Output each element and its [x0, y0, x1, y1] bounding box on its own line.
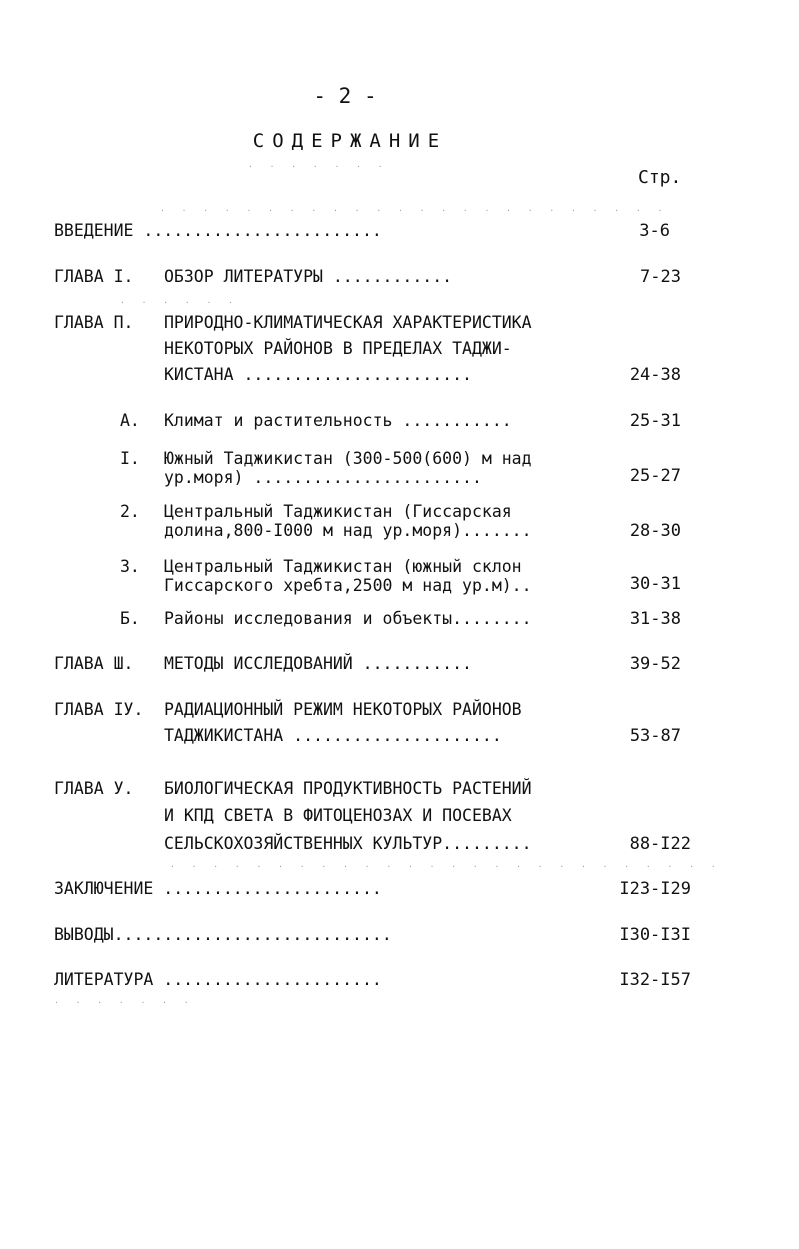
toc-page-findings: I30-I3I: [619, 925, 691, 945]
scan-specks: . . . . . . . . . . . . . . . . . . . . . . . .: [160, 204, 669, 213]
toc-entry-chapter-1: ОБЗОР ЛИТЕРАТУРЫ ............: [164, 267, 453, 286]
scan-specks: . . . . . .: [120, 296, 239, 305]
toc-page-section-b: 31-38: [629, 609, 681, 629]
toc-entry-section-b: Районы исследования и объекты........: [164, 609, 532, 628]
toc-label-chapter-5: ГЛАВА У.: [54, 779, 134, 798]
page-title: СОДЕРЖАНИЕ: [252, 130, 448, 152]
toc-page-subsection-2: 28-30: [629, 521, 681, 541]
toc-page-introduction: 3-6: [639, 221, 670, 241]
scan-specks: . . . . . . .: [248, 160, 389, 169]
toc-entry-chapter-2-line-3: КИСТАНА .......................: [164, 365, 472, 384]
toc-page-section-a: 25-31: [629, 411, 681, 431]
toc-entry-subsection-1-line-2: ур.моря) .......................: [164, 468, 482, 487]
toc-entry-introduction: ВВЕДЕНИЕ ........................: [54, 221, 382, 240]
scan-specks: . . . . . . .: [54, 996, 195, 1005]
toc-label-chapter-1: ГЛАВА I.: [54, 267, 134, 286]
toc-entry-findings: ВЫВОДЫ............................: [54, 925, 392, 944]
toc-entry-chapter-2-line-2: НЕКОТОРЫХ РАЙОНОВ В ПРЕДЕЛАХ ТАДЖИ-: [164, 339, 512, 358]
toc-entry-conclusion: ЗАКЛЮЧЕНИЕ ......................: [54, 879, 382, 898]
toc-label-chapter-4: ГЛАВА IУ.: [54, 700, 144, 719]
toc-entry-references: ЛИТЕРАТУРА ......................: [54, 970, 382, 989]
toc-entry-chapter-5-line-2: И КПД СВЕТА В ФИТОЦЕНОЗАХ И ПОСЕВАХ: [164, 806, 512, 825]
toc-label-section-a: А.: [120, 411, 140, 430]
toc-page-chapter-3: 39-52: [629, 654, 681, 674]
toc-entry-subsection-3-line-1: Центральный Таджикистан (южный склон: [164, 557, 522, 576]
toc-entry-chapter-4-line-2: ТАДЖИКИСТАНА .....................: [164, 726, 502, 745]
scan-specks: . . . . . . . . . . . . . . . . . . . . . . . . . .: [170, 860, 722, 869]
toc-label-section-b: Б.: [120, 609, 140, 628]
toc-page-chapter-2: 24-38: [629, 365, 681, 385]
toc-entry-chapter-2-line-1: ПРИРОДНО-КЛИМАТИЧЕСКАЯ ХАРАКТЕРИСТИКА: [164, 313, 532, 332]
toc-label-subsection-2: 2.: [120, 502, 140, 521]
toc-entry-subsection-3-line-2: Гиссарского хребта,2500 м над ур.м)..: [164, 576, 532, 595]
page-column-header: Стр.: [638, 167, 682, 188]
toc-entry-subsection-2-line-1: Центральный Таджикистан (Гиссарская: [164, 502, 512, 521]
page-number: - 2 -: [313, 84, 377, 108]
toc-entry-chapter-4-line-1: РАДИАЦИОННЫЙ РЕЖИМ НЕКОТОРЫХ РАЙОНОВ: [164, 700, 522, 719]
toc-page-chapter-1: 7-23: [640, 267, 681, 287]
toc-label-chapter-2: ГЛАВА П.: [54, 313, 134, 332]
toc-label-subsection-3: 3.: [120, 557, 140, 576]
toc-label-chapter-3: ГЛАВА Ш.: [54, 654, 134, 673]
toc-entry-section-a: Климат и растительность ...........: [164, 411, 512, 430]
toc-page-subsection-1: 25-27: [629, 466, 681, 486]
toc-entry-chapter-5-line-3: СЕЛЬСКОХОЗЯЙСТВЕННЫХ КУЛЬТУР.........: [164, 834, 532, 853]
toc-entry-subsection-2-line-2: долина,800-I000 м над ур.моря).......: [164, 521, 532, 540]
toc-entry-subsection-1-line-1: Южный Таджикистан (300-500(600) м над: [164, 449, 532, 468]
toc-page-chapter-4: 53-87: [629, 726, 681, 746]
toc-page-conclusion: I23-I29: [619, 879, 691, 899]
toc-entry-chapter-5-line-1: БИОЛОГИЧЕСКАЯ ПРОДУКТИВНОСТЬ РАСТЕНИЙ: [164, 779, 532, 798]
toc-page-chapter-5: 88-I22: [629, 834, 691, 854]
toc-page-subsection-3: 30-31: [629, 574, 681, 594]
toc-label-subsection-1: I.: [120, 449, 140, 468]
toc-entry-chapter-3: МЕТОДЫ ИССЛЕДОВАНИЙ ...........: [164, 654, 472, 673]
toc-page-references: I32-I57: [619, 970, 691, 990]
